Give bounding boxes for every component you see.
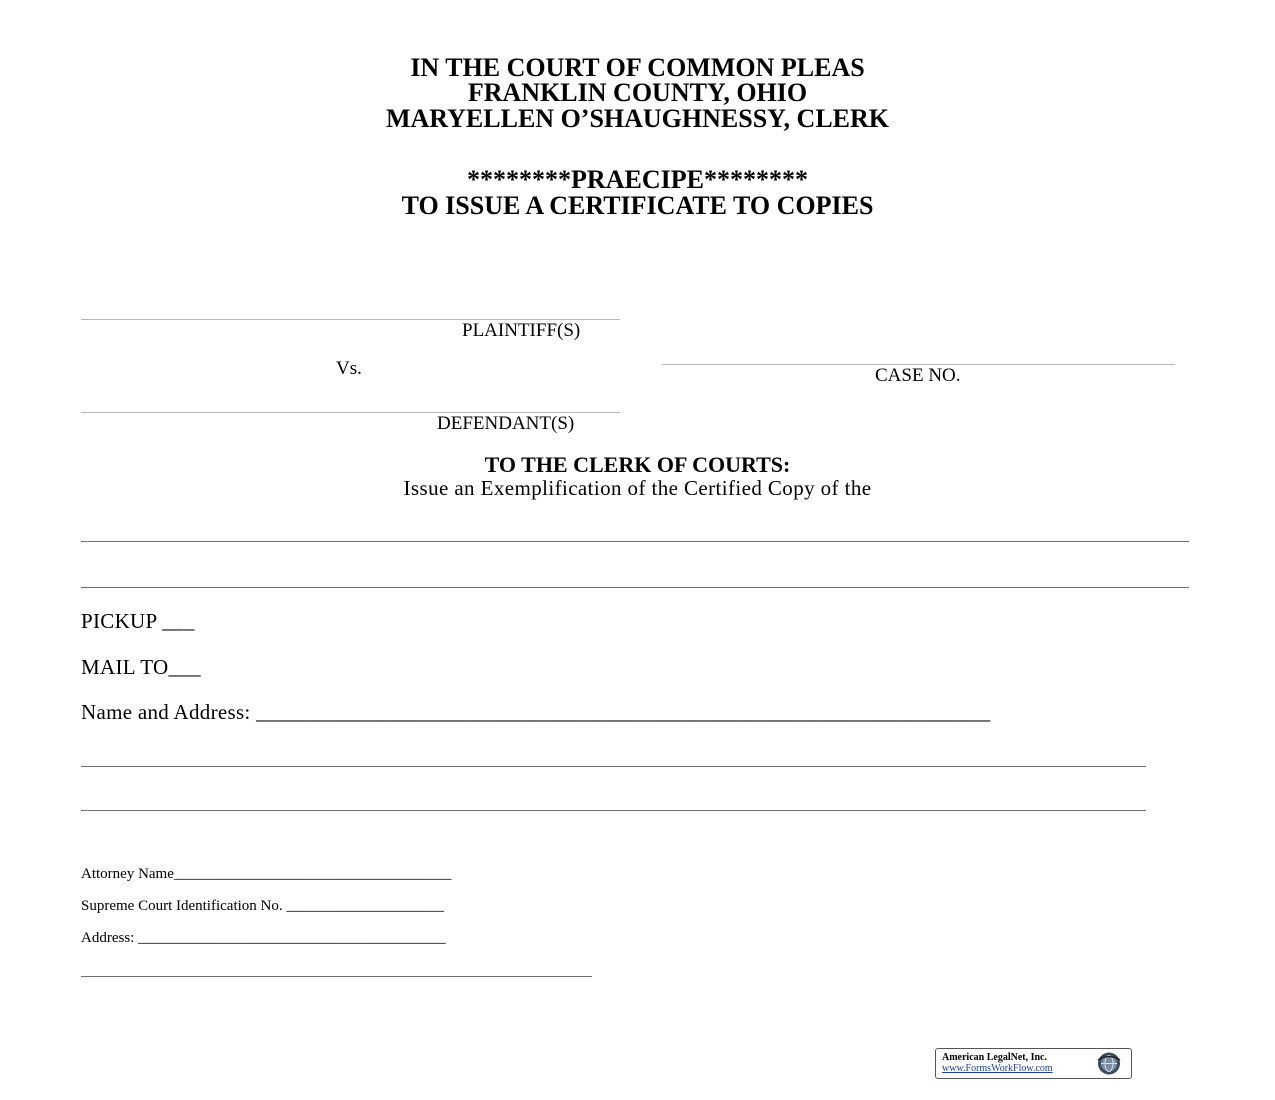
county-name: FRANKLIN COUNTY, OHIO [467, 78, 808, 107]
company-name: American LegalNet, Inc. [942, 1052, 1047, 1063]
defendant-label: DEFENDANT(S) [437, 413, 575, 434]
document-description-line-1[interactable] [81, 541, 1189, 542]
clerk-heading: TO THE CLERK OF COURTS: [484, 452, 791, 477]
document-description-line-2[interactable] [81, 587, 1189, 588]
supreme-court-id-field[interactable]: Supreme Court Identification No. _____________________ [81, 898, 444, 914]
versus-label: Vs. [336, 358, 362, 379]
address-line-1[interactable] [81, 766, 1146, 767]
globe-logo-icon [1093, 1051, 1125, 1076]
case-number-label: CASE NO. [875, 365, 961, 386]
court-name: IN THE COURT OF COMMON PLEAS [410, 53, 865, 82]
mail-to-option[interactable]: MAIL TO___ [81, 655, 201, 679]
address-line-2[interactable] [81, 810, 1146, 811]
attorney-address-line-2[interactable] [81, 976, 592, 977]
plaintiff-label: PLAINTIFF(S) [462, 320, 581, 341]
pickup-option[interactable]: PICKUP ___ [81, 609, 195, 633]
document-title: ********PRAECIPE******** [467, 165, 808, 194]
clerk-instruction: Issue an Exemplification of the Certified Copy of the [403, 476, 872, 500]
name-and-address-field[interactable]: Name and Address: ____________________________________________________________________ [81, 701, 991, 723]
american-legalnet-badge[interactable] [935, 1048, 1132, 1079]
company-website-link[interactable]: www.FormsWorkFlow.com [942, 1063, 1053, 1074]
document-subtitle: TO ISSUE A CERTIFICATE TO COPIES [401, 191, 874, 220]
attorney-address-field[interactable]: Address: _________________________________________ [81, 930, 446, 946]
attorney-name-field[interactable]: Attorney Name_____________________________________ [81, 866, 452, 882]
clerk-name: MARYELLEN O’SHAUGHNESSY, CLERK [385, 104, 890, 133]
